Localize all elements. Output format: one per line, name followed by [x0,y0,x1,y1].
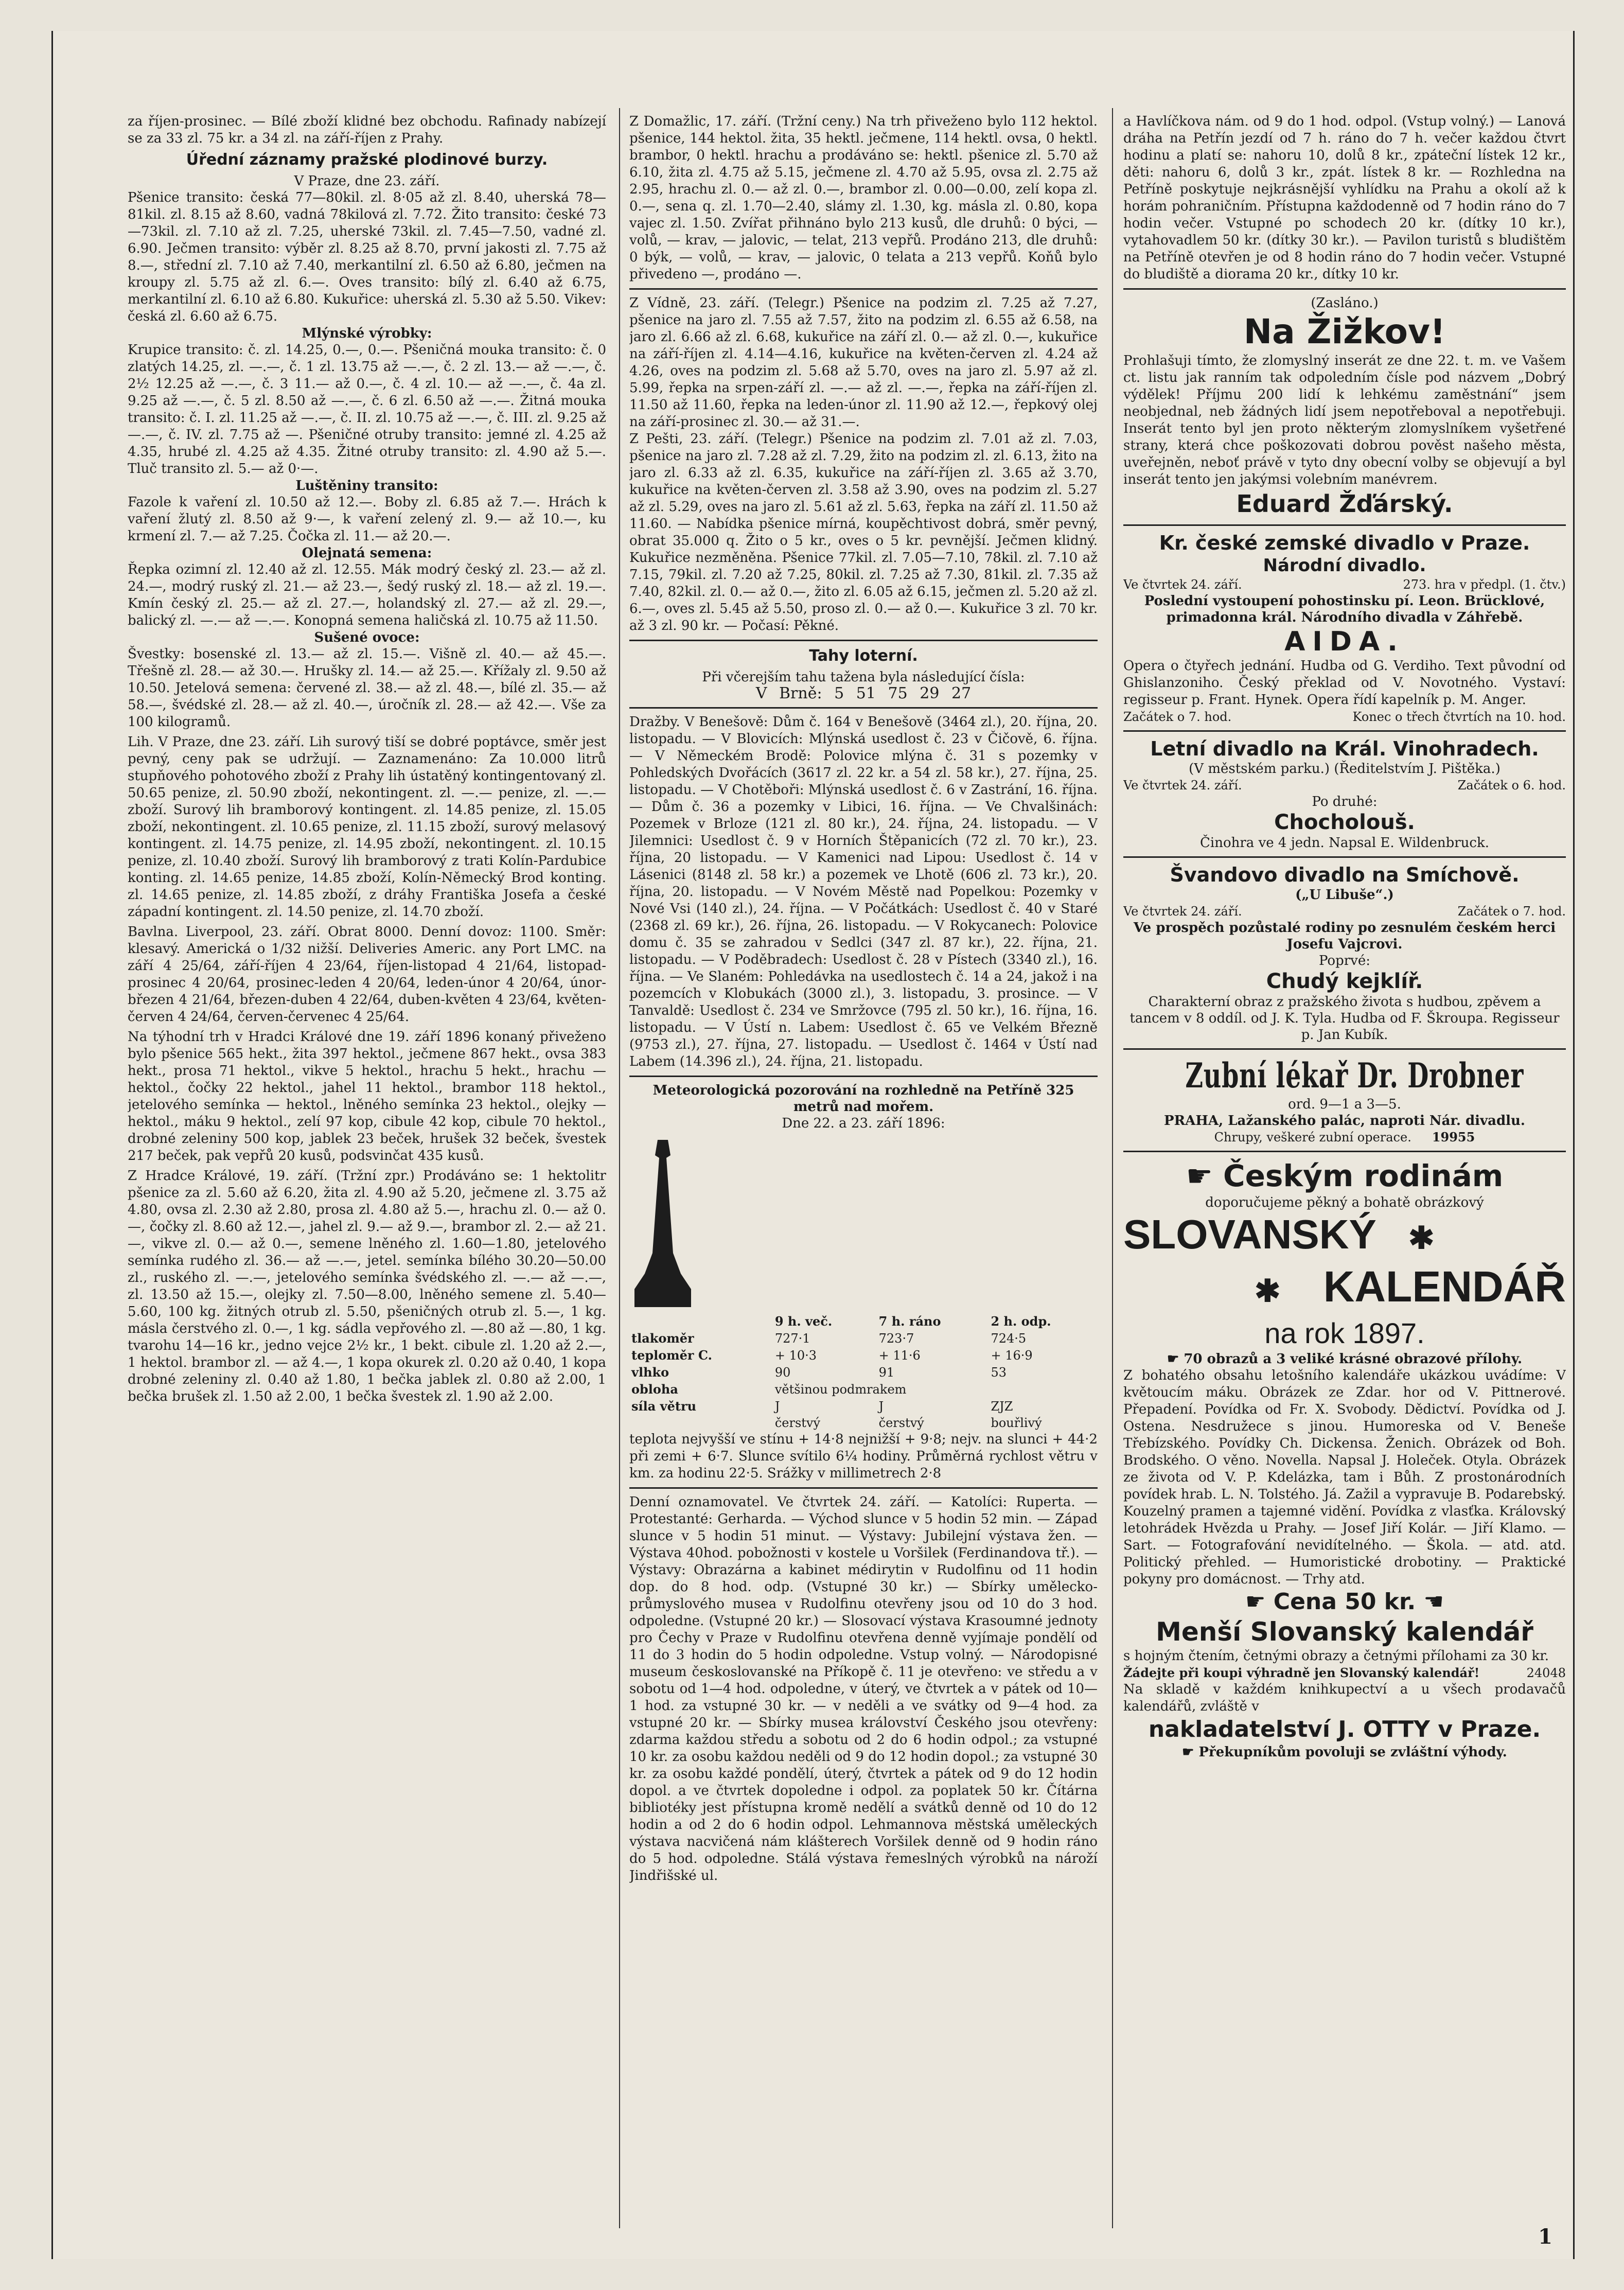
daily-announcer: Denní oznamovatel. Ve čtvrtek 24. září. — Katolíci: Ruperta. — Protestanté: Gerharda. — Východ slunce v 5 hodin 52 min. — Západ slunce v 5 hodin 51 minut. — Výstavy: Jubilejní výstava žen. — Výstava 40hod. pobožnosti v kostele u Voršilek (Ferdinandova tř.). — Výstavy: Obrazárna a kabinet médirytin v Rudolfinu od 11 hodin dop. do 8 hod. odp. (Vstupné 30 kr.) — Sbírky umělecko-průmyslového musea v Rudolfinu otevřeny jsou od 10 do 3 hod. odpoledne. (Vstupné 20 kr.) — Slosovací výstava Krasoumné jednoty pro Čechy v Praze v Rudolfinu otevřena denně vyjímaje pondělí od 11 do 3 hodin do 5 hodin odpoledne. Vstup volný. — Národopisné museum českoslovanské na Příkopě č. 11 je otevřeno: ve středu a v sobotu od 1—4 hod. odpoledne, v úterý, ve čtvrtek a v pátek od 10—1 hod. za vstupné 30 kr. — v neděli a ve svátky od 9—4 hod. za vstupné 20 kr. — Sbírky musea království Českého jsou otevřeny: zdarma každou středu a sobotu od 2 do 6 hodin odpol.; za vstupné 10 kr. za osobu každou neděli od 9 do 12 hodin dopol.; za vstupné 30 kr. za osobu každé pondělí, úterý, čtvrtek a pátek od 9 do 12 hodin dopol. a ve čtvrtek dopoledne i odpol. za poplatek 50 kr. Čítárna bibliotéky jest přístupna kromě nedělí a svátků denně od 10 do 12 hodin a od 2 do 6 hodin odpol. Lehmannova městská uměleckých výstava nacvičená nám klášterech Voršilek denně od 9 hodin ráno do 5 hod. odpoledne. Stálá výstava řemeslných výrobků na nároží Jindřišské ul. [629,1494,1098,1883]
resale-note-text: Překupníkům povoluji se zvláštní výhody. [1198,1745,1507,1760]
dentist-hours: ord. 9—1 a 3—5. [1288,1097,1401,1112]
column-2 [629,113,1098,2228]
meteo-label: tlakoměr [631,1331,694,1346]
calendar-pictures [1123,1351,1566,1367]
calendar-word-2-text: KALENDÁŘ [1323,1262,1566,1311]
theatre-performance: 273. hra v předpl. (1. čtv.) [1403,577,1566,592]
theatre-start: Začátek o 7. hod. [1123,710,1232,724]
summer-second: Po druhé: [1312,794,1378,809]
theatre-play: AIDA. [1284,626,1405,657]
meteo-row [629,1381,1098,1398]
small-calendar-title: Menší Slovanský kalendář [1156,1617,1533,1647]
lottery-subtitle: Při včerejším tahu tažena byla následující čísla: [702,670,1025,685]
calendar-price [1123,1588,1566,1616]
summer-date: Ve čtvrtek 24. září. [1123,778,1242,792]
meteo-label: teploměr C. [631,1348,712,1363]
divider [1123,856,1566,858]
pointing-hand-icon: ☛ [1167,1351,1184,1367]
meteo-value: 53 [991,1365,1007,1380]
publisher: nakladatelství J. OTTY v Praze. [1148,1716,1541,1742]
divider [1123,1151,1566,1152]
hradec-market: Na týhodní trh v Hradci Králové dne 19. září 1896 konaný přiveženo bylo pšenice 565 hekt., žita 397 hektol., ječmene 867 hekt., ovsa 383 hekt., prosa 71 hektol., vikve 5 hektol., hrachu 5 hekt., hrachu — hektol., čočky 22 hektol., jahel 11 hektol., brambor 118 hektol., jetelového semínka — hektol., lněného semínka 23 hektol., olejky — hektol., máku 9 hektol., zelí 97 kop, cibule 42 kop, cibule 70 hektol., drobné zeleniny 500 kop, jablek 23 beček, hrušek 32 beček, švestek 217 beček, pak vepřů 20 kusů, podsvinčat 435 kusů. [128,1029,606,1164]
oil-title: Olejnatá semena: [302,545,432,561]
mill-prices: Krupice transito: č. zl. 14.25, 0.—, 0.—. Pšeničná mouka transito: č. 0 zlatých 14.25, zl. —.—, č. 1 zl. 13.75 až —.—, č. 2 zl. 13.— až —.—, č. 2½ 12.25 až —.—, č. 3 11.— až 0.—, č. 4 zl. 10.— až —.—, č. 4a zl. 9.25 až —.—, č. 5 zl. 8.50 až —.—, č. 6 zl. 6.50 až —.—. Žitná mouka transito: č. I. zl. 11.25 až —.—, č. II. zl. 10.75 až —.—, č. III. zl. 9.25 až —.—, č. IV. zl. 7.75 až —. Pšeničné otruby transito: jemné zl. 4.25 až 4.35, hrubé zl. 4.25 až 4.35. Žitné otruby transito: zl. 4.90 až 5.—. Tluč transito zl. 5.— až 0·—. [128,342,606,477]
meteo-value: + 11·6 [878,1348,921,1363]
lottery-numbers [629,685,1098,702]
meteo-header-row [629,1313,1098,1330]
hradec-prices: Z Hradce Králové, 19. září. (Tržní zpr.) Prodáváno se: 1 hektolitr pšenice za zl. 5.60 až 6.20, žita zl. 4.90 až 5.20, ječmene zl. 3.75 až 4.80, ovsa zl. 2.30 až 2.80, prosa zl. 4.80 až 5.—, hrachu zl. 0.— až 0.—, čočky zl. 8.60 až 12.—, jahel zl. 9.— až 9.—, brambor zl. 2.— až 21.—, vikve zl. 0.— až 0.—, semene lněného zl. 1.60—1.80, jetelového semínka rudého zl. 36.— až —.—, jetel. semínka bílého 30.20—50.00 zl., ruského zl. —.—, jetelového semínka švédského zl. —.— až —.—, zl. 13.50 až 15.—, olejky zl. 7.50—8.00, lněného semene zl. 5.40—5.60, 100 kg. žitných otrub zl. 5.50, pšeničných otrub zl. 5.—, 1 kg. másla čerstvého zl. 0.—, 1 kg. sádla vepřového zl. —.80 až —.80, 1 kg. tvarohu 14—16 kr., jedno vejce 2½ kr., 1 bekt. cibule zl. 1.20 až 2.—, 1 hektol. brambor zl. — až 4.—, 1 kopa okurek zl. 0.20 až 0.40, 1 kopa drobné zeleniny zl. 0.40 až 1.80, 1 bečka jablek zl. 0.80 až 2.00, 1 bečka brušek zl. 1.50 až 2.00, 1 bečka švestek zl. 1.90 až 2.00. [128,1168,606,1404]
theatre-guest: Poslední vystoupení pohostinsku pí. Leon. Brücklové, primadonna král. Národního divadla v Záhřebě. [1144,593,1545,625]
calendar-contents: Z bohatého obsahu letošního kalendáře ukázkou uvádíme: V květoucím máku. Obrázek ze Zdar. hor od V. Pittnerové. Přepadení. Povídka od Fr. X. Svobody. Dědictví. Povídka od J. Ostena. Nesdružece s jinou. Humoreska od V. Beneše Třebízského. Povídky Ch. Dickensa. Ženich. Obrázek od Boh. Brodského. O věno. Novella. Napsal J. Holeček. Otyla. Obrázek ze života od V. P. Kdelázka, tam i Bůh. Z prostonárodních povídek hrab. L. N. Tolstého. Já. Zažil a vypravuje B. Podarebský. Kouzelný pramen a tajemné vidění. Povídka z vlasťka. Královský letohrádek Hvězda u Prahy. — Josef Jiří Kolár. — Jiří Klamo. — Sart. — Fotografování nevidítelného. — Škola. — atd. atd. Politický přehled. — Humoristické drobotiny. — Praktické pokyny pro domácnost. — Trhy atd. [1123,1368,1566,1587]
divider [629,288,1098,290]
pointing-hand-icon: ☛ [1245,1589,1274,1615]
pulses-prices: Fazole k vaření zl. 10.50 až 12.—. Boby zl. 6.85 až 7.—. Hrách k vaření žlutý zl. 8.50 až 9·—, k vaření zelený zl. 9.— až 10.—, ku krmení zl. 7.— až 7.25. Čočka zl. 11.— až 20.—. [128,495,606,544]
spirit-report: Lih. V Praze, dne 23. září. Lih surový tiší se dobré poptávce, směr jest pevný, ceny pak se udržují. — Zaznamenáno: Za 10.000 litrů stupňového pohotového zboží z Prahy lih ústatěný kontingentovaný zl. 50.65 penize, zl. 50.90 zboží, nekontingent. zl. —.— penize, zl. —.— zboží. Surový lih bramborový kontingent. zl. 14.85 penize, zl. 15.05 zboží, nekontingent. zl. 10.65 penize, zl. 11.15 zboží, surový melasový kontingent. zl. 14.75 penize, zl. 14.95 zboží, nekontingent. zl. 10.15 penize, zl. 10.40 zboží. Surový lih bramborový z trati Kolín-Pardubice konting. zl. 14.65 penize, 14.85 zboží, Kolín-Německý Brod konting. zl. 14.65 penize, zl. 14.85 zboží, z dráhy Františka Josefa a české západní kontingent. zl. 14.50 penize, zl. 14.70 zboží. [128,734,606,920]
summer-play-text: Činohra ve 4 jedn. Napsal E. Wildenbruck. [1200,835,1489,851]
meteo-row [629,1415,1098,1431]
calendar-word-1-text: SLOVANSKÝ [1123,1211,1376,1257]
dentist-services: Chrupy, veškeré zubní operace. [1214,1130,1411,1144]
meteo-label: obloha [631,1382,678,1397]
column-1 [128,113,606,2228]
vienna-report: Z Vídně, 23. září. (Telegr.) Pšenice na podzim zl. 7.25 až 7.27, pšenice na jaro zl. 7.55 až 7.57, žito na podzim zl. 6.55 až 6.58, na jaro zl. 6.66 až zl. 6.68, kukuřice na září zl. 0.— až zl. 0.—, kukuřice na září-říjen zl. 4.14—4.16, kukuřice na květen-červen zl. 4.24 až 4.26, oves na podzim zl. 5.68 až 5.70, oves na jaro zl. 5.97 až zl. 5.99, řepka na srpen-září zl. —.— až zl. —.—, řepka na září-říjen zl. 11.50 až 11.60, řepka na leden-únor zl. 11.90 až 12.—, řepkový olej na září-prosinec zl. 30.— až 31.—. [629,295,1098,430]
calendar-year: na rok 1897. [1264,1317,1425,1349]
calendar-word-2 [1123,1262,1566,1316]
meteo-header: 2 h. odp. [991,1314,1051,1329]
dentist-services-row [1123,1129,1566,1146]
grain-prices: Pšenice transito: česká 77—80kil. zl. 8·05 až zl. 8.40, uherská 78—81kil. zl. 8.15 až 8.60, vadná 78kilová zl. 7.72. Žito transito: české 73—73kil. zl. 7.10 až zl. 7.25, uherské 73kil. zl. 7.45—7.50, vadné zl. 6.90. Ječmen transito: výběr zl. 8.25 až 8.70, první jakosti zl. 7.75 až 8.—, střední zl. 7.10 až 7.40, merkantilní zl. 6.50 až 6.80, ječmen na kroupy zl. 5.75 až zl. 6.—. Oves transito: bílý zl. 6.40 až 6.75, merkantilní zl. 6.10 až 6.80. Kukuřice: uherská zl. 5.30 až 5.50. Vikev: česká zl. 6.60 až 6.75. [128,190,606,324]
auctions-report: Dražby. V Benešově: Dům č. 164 v Benešově (3464 zl.), 20. října, 20. listopadu. — V Blovicích: Mlýnská usedlost č. 23 v Čičově, 6. října. — V Německém Brodě: Polovice mlýna č. 31 s pozemky v Pohledských Dvořácích (3617 zl. 22 kr. a 54 zl. 58 kr.), 27. října, 25. listopadu. — V Chotěboři: Mlýnská usedlost č. 6 v Zastrání, 16. října. — Dům č. 36 a pozemky v Libici, 16. října. — Ve Chvalšinách: Pozemek v Brloze (121 zl. 80 kr.), 24. října, 24. listopadu. — V Jilemnici: Usedlost č. 9 v Horních Štěpanicích (72 zl. 70 kr.), 23. října, 20 listopadu. — V Kamenici nad Lipou: Usedlost č. 14 v Lásenici (8148 zl. 58 kr.) a pozemek ve Lhotě (606 zl. 73 kr.), 20. října, 20. listopadu. — V Novém Městě nad Popelkou: Pozemky v Nové Vsi (140 zl.), 24. října. — V Počátkách: Usedlost č. 40 v Staré (2368 zl. 69 kr.), 26. října, 26. listopadu. — V Rokycanech: Polovice domu č. 35 se zahradou v Sedlci (347 zl. 87 kr.), 22. října, 21. listopadu. — V Poděbradech: Usedlost č. 28 v Pístech (3340 zl.), 16. října. — Ve Slaném: Pohledávka na usedlostech č. 14 a 24, jakož i na pozemcích v Klobukách (3000 zl.), 3. listopadu, 3. prosince. — V Tanvaldě: Usedlost č. 234 ve Smržovce (795 zl. 50 kr.), 16. října, 16. listopadu. — V Ústí n. Labem: Usedlost č. 65 ve Velkém Březně (9753 zl.), 27. října, 27. listopadu. — Usedlost č. 1464 v Ústí nad Labem (14.396 zl.), 24. října, 21. listopadu. [629,714,1098,1069]
small-calendar-text: s hojným čtením, četnými obrazy a četnými přílohami za 30 kr. [1123,1648,1549,1664]
meteo-row [629,1330,1098,1347]
fruit-prices: Švestky: bosenské zl. 13.— až zl. 15.—. Višně zl. 40.— až 45.—. Třešně zl. 28.— až 30.—. Hrušky zl. 14.— až 25.—. Křížaly zl. 9.50 až 10.50. Jetelová semena: červené zl. 38.— až zl. 48.—, bílé zl. 35.— až 58.—, švédské zl. 28.— až zl. 40.—, úročník zl. 28.— až 42.—. Vše za 100 kilogramů. [128,646,606,730]
theatre-subtitle: Národní divadlo. [1263,555,1426,576]
obelisk-icon [629,1135,696,1310]
small-calendar-note: Žádejte při koupi výhradně jen Slovanský kalendář! [1123,1665,1480,1680]
summer-start: Začátek o 6. hod. [1457,778,1566,792]
lottery-number: 5 [834,684,844,702]
pointing-hand-icon: ☛ [1186,1158,1224,1193]
petrin-info: a Havlíčkova nám. od 9 do 1 hod. odpol. (Vstup volný.) — Lanová dráha na Petřín jezdí od 7 h. ráno do 7 h. večer každou čtvrt hodinu a platí se: nahoru 10, dolů 8 kr., zpáteční lístek 12 kr., děti: nahoru 6, dolů 3 kr., zpát. lístek 8 kr. — Rozhledna na Petříně poskytuje nejkrásnější vyhlídku na Prahu a okolí až k horám pohraničním. Přístupna každodenně od 7 hodin ráno do 7 hodin večer. Vstupné po schodech 20 kr. (dítky 10 kr.), vytahovadlem 50 kr. (dítky 30 kr.). — Pavilon turistů s bludištěm na Petříně otevřen je od 8 hodin ráno do 7 hodin večer. Vstupné do bludiště a diorama 20 kr., dítky 10 kr. [1123,114,1566,282]
divider [629,1487,1098,1489]
meteo-row [629,1398,1098,1415]
oil-prices: Řepka ozimní zl. 12.40 až zl. 12.55. Mák modrý český zl. 23.— až zl. 24.—, modrý ruský zl. 21.— až 23.—, šedý ruský zl. 18.— až zl. 19.—. Kmín český zl. 25.— až zl. 27.—, holandský zl. 27.— až zl. 29.—, balický zl. —.— až —.—. Konopná semena haličská zl. 10.75 až 11.50. [128,562,606,628]
lottery-number: 75 [888,684,908,702]
calendar-availability: Na skladě v každém knihkupectví a u všech prodavačů kalendářů, zvláště v [1123,1682,1566,1714]
svanda-start: Začátek o 7. hod. [1457,904,1566,919]
column-rule [1112,108,1113,2228]
newspaper-page [51,31,1575,2259]
theatre-end: Konec o třech čtvrtích na 10. hod. [1352,710,1566,724]
sent-label: (Zasláno.) [1311,295,1379,311]
market-title: Úřední záznamy pražské plodinové burzy. [186,151,548,169]
families-subtitle: doporučujeme pěkný a bohatě obrázkový [1205,1195,1484,1210]
zizkov-signature: Eduard Žďárský. [1236,490,1453,518]
lottery-title: Tahy loterní. [809,647,918,665]
meteo-value: 724·5 [991,1331,1027,1346]
sugar-report: za říjen-prosinec. — Bílé zboží klidné bez obchodu. Rafinady nabízejí se za 33 zl. 75 kr. a 34 zl. na září-říjen z Prahy. [128,114,606,146]
lottery-number: 51 [856,684,876,702]
lottery-city: V Brně: [755,684,822,702]
pest-report: Z Pešti, 23. září. (Telegr.) Pšenice na podzim zl. 7.01 až zl. 7.03, pšenice na jaro zl. 7.28 až zl. 7.29, žito na podzim zl. zl. 6.13, žito na jaro zl. 6.33 až zl. 6.35, kukuřice na září-říjen zl. 3.65 až 3.70, kukuřice na květen-červen zl. 3.58 až 3.90, oves na podzim zl. 5.27 až zl. 5.29, oves na jaro zl. 5.61 až zl. 5.63, řepka na září zl. 11.50 až 11.60. — Nabídka pšenice mírná, koupěchtivost dobrá, směr pevný, obrat 35.000 q. Žito o 5 kr., oves o 5 kr. pevnější. Ječmen klidný. Kukuřice nezměněna. Pšenice 77kil. zl. 7.05—7.10, 78kil. zl. 7.10 až 7.15, 79kil. zl. 7.20 až 7.25, 80kil. zl. 7.25 až 7.30, 81kil. zl. 7.35 až 7.40, 82kil. zl. 0.— až 0.—, žito zl. 6.05 až 6.15, ječmen zl. 5.20 až zl. 6.—, oves zl. 5.45 až 5.50, proso zl. 0.— až 0.—. Kukuřice 3 zl. 70 kr. až 3 zl. 90 kr. — Počasí: Pěkné. [629,431,1098,633]
pointing-hand-icon: ☚ [1416,1589,1444,1615]
divider [629,640,1098,641]
divider [1123,1048,1566,1050]
divider [629,707,1098,709]
summer-theatre-title: Letní divadlo na Král. Vinohradech. [1150,737,1539,760]
meteo-table [629,1313,1098,1431]
svanda-theatre-sub: („U Libuše“.) [1295,887,1394,903]
column-3 [1123,113,1566,2228]
meteo-label [629,1415,773,1431]
star-icon: ✱ [1255,1274,1281,1308]
theatre-play-text: Opera o čtyřech jednání. Hudba od G. Verdiho. Text původní od Ghislanzoniho. Český překlad od V. Novotného. Vystaví: regisseur p. Frant. Hynek. Opera řídí kapelník p. M. Anger. [1123,658,1566,708]
svanda-play: Chudý kejklíř. [1266,970,1423,993]
meteo-value: čerstvý [774,1416,821,1430]
mill-title: Mlýnské výrobky: [302,326,432,341]
small-calendar-note-row [1123,1665,1566,1681]
dentist-name: Zubní lékař Dr. Drobner [1185,1055,1524,1096]
meteo-value: 91 [878,1365,895,1380]
meteo-header: 9 h. več. [774,1314,833,1329]
resale-note [1123,1744,1566,1760]
lottery-number: 27 [951,684,972,702]
svanda-date: Ve čtvrtek 24. září. [1123,904,1242,919]
divider [1123,730,1566,732]
svanda-date-row [1123,903,1566,920]
summer-date-row [1123,777,1566,794]
pointing-hand-icon: ☛ [1182,1745,1199,1760]
meteo-label: vlhko [631,1365,669,1380]
calendar-pictures-text: 70 obrazů a 3 veliké krásné obrazové přílohy. [1184,1351,1523,1367]
svanda-play-text: Charakterní obraz z pražského života s hudbou, zpěvem a tancem v 8 oddíl. od J. K. Tyla. Hudba od F. Škroupa. Regisseur p. Jan Kubík. [1129,994,1560,1043]
families-title [1123,1157,1566,1194]
meteo-value: 727·1 [774,1331,810,1346]
meteo-value: J [774,1399,780,1414]
divider [629,1076,1098,1077]
calendar-price-text: Cena 50 kr. [1273,1589,1416,1615]
calendar-word-1 [1123,1211,1566,1262]
meteo-value: ZJZ [991,1399,1013,1414]
page-mark: 1 [1538,2225,1552,2249]
meteo-value: většinou podmrakem [774,1382,907,1397]
families-title-text: Českým rodinám [1223,1158,1504,1193]
meteo-value: 90 [774,1365,791,1380]
svanda-theatre-title: Švandovo divadlo na Smíchově. [1170,864,1520,886]
theatre-date: Ve čtvrtek 24. září. [1123,577,1242,592]
meteo-header: 7 h. ráno [878,1314,941,1329]
meteo-value: bouřlivý [991,1416,1042,1430]
meteo-title: Meteorologická pozorování na rozhledně na Petříně 325 metrů nad mořem. [652,1083,1074,1115]
pulses-title: Luštěniny transito: [295,478,438,494]
market-date: V Praze, dne 23. září. [294,173,440,189]
domazlice-report: Z Domažlic, 17. září. (Tržní ceny.) Na trh přiveženo bylo 112 hektol. pšenice, 144 hektol. žita, 35 hektl. ječmene, 114 hektl. ovsa, 0 hektl. brambor, 0 hektl. hrachu a prodáváno se: hektl. pšenice zl. 5.70 až 6.10, žita zl. 4.75 až 5.15, ječmene zl. 4.70 až 5.95, ovsa zl. 2.75 až 2.95, hrachu zl. 0.— až zl. 0.—, brambor zl. 0.00—0.00, zelí kopa zl. 0.—, sena q. zl. 1.70—2.40, slámy zl. 1.30, kg. másla zl. 0.80, kopa vajec zl. 1.50. Zvířat přihnáno bylo 213 kusů, dle druhů: 0 býci, — volů, — krav, — jalovic, — telat, 213 vepřů. Prodáno 213, dle druhů: 0 býk, — volů, — krav, — jalovic, 0 telata a 213 vepřů. Koňů bylo přivedeno —, prodáno —. [629,114,1098,282]
dentist-ad-number: 19955 [1432,1130,1475,1144]
star-icon: ✱ [1408,1221,1435,1255]
dentist-address: PRAHA, Lažanského palác, naproti Nár. divadlu. [1164,1113,1525,1129]
meteo-value: 723·7 [878,1331,914,1346]
zizkov-statement: Prohlašuji tímto, že zlomyslný inserát ze dne 22. t. m. ve Vašem ct. listu jak ranním tak odpoledním čísle pod názvem „Dobrý výdělek! Příjmu 200 lidí k lehkému zaměstnání“ jsem neobjednal, neb žádných lidí jsem nepotřeboval a nepotřebuji. Inserát tento byl jen proto některým zlomyslníkem vyšetřené strany, která chce poškozovati dobrou pověst našeho města, uveřejněn, neboť právě v tyto dny obecní volby se objevují a byl inserát tento jen jakýmsi volebním manévrem. [1123,353,1566,487]
meteo-value: + 10·3 [774,1348,817,1363]
theatre-title: Kr. české zemské divadlo v Praze. [1159,532,1530,554]
svanda-note: Ve prospěch pozůstalé rodiny po zesnulém českém herci Josefu Vajcrovi. [1133,920,1556,952]
cotton-report: Bavlna. Liverpool, 23. září. Obrat 8000. Denní dovoz: 1100. Směr: klesavý. Americká o 1/32 nižší. Deliveries Americ. any Port LMC. na září 4 25/64, září-říjen 4 23/64, říjen-listopad 4 21/64, listopad-prosinec 4 20/64, prosinec-leden 4 20/64, leden-únor 4 20/64, únor-březen 4 21/64, březen-duben 4 22/64, duben-květen 4 23/64, květen-červen 4 24/64, červen-červenec 4 25/64. [128,924,606,1025]
summer-theatre-sub: (V městském parku.) (Ředitelstvím J. Pištěka.) [1189,761,1501,777]
theatre-time-row [1123,709,1566,725]
meteo-date: Dne 22. a 23. září 1896: [782,1116,945,1131]
lottery-number: 29 [920,684,940,702]
meteo-extra: teplota nejvyšší ve stínu + 14·8 nejnižší + 9·8; nejv. na slunci + 44·2 při zemi + 6·7. Slunce svítilo 6¼ hodiny. Průměrná rychlost větru v km. za hodinu 22·5. Srážky v millimetrech 2·8 [629,1432,1098,1481]
fruit-title: Sušené ovoce: [314,630,420,645]
theatre-date-row [1123,576,1566,593]
meteo-value: čerstvý [878,1416,924,1430]
column-rule [619,108,620,2228]
divider [1123,288,1566,290]
divider [1123,524,1566,526]
meteo-row [629,1347,1098,1364]
svanda-first: Poprvé: [1318,953,1370,968]
meteo-value: J [878,1399,884,1414]
summer-play: Chocholouš. [1274,811,1415,834]
meteo-value: + 16·9 [991,1348,1033,1363]
zizkov-title: Na Žižkov! [1243,312,1446,351]
meteo-row [629,1364,1098,1381]
small-calendar-ad-number: 24048 [1526,1666,1566,1680]
meteo-label: síla větru [631,1399,697,1414]
